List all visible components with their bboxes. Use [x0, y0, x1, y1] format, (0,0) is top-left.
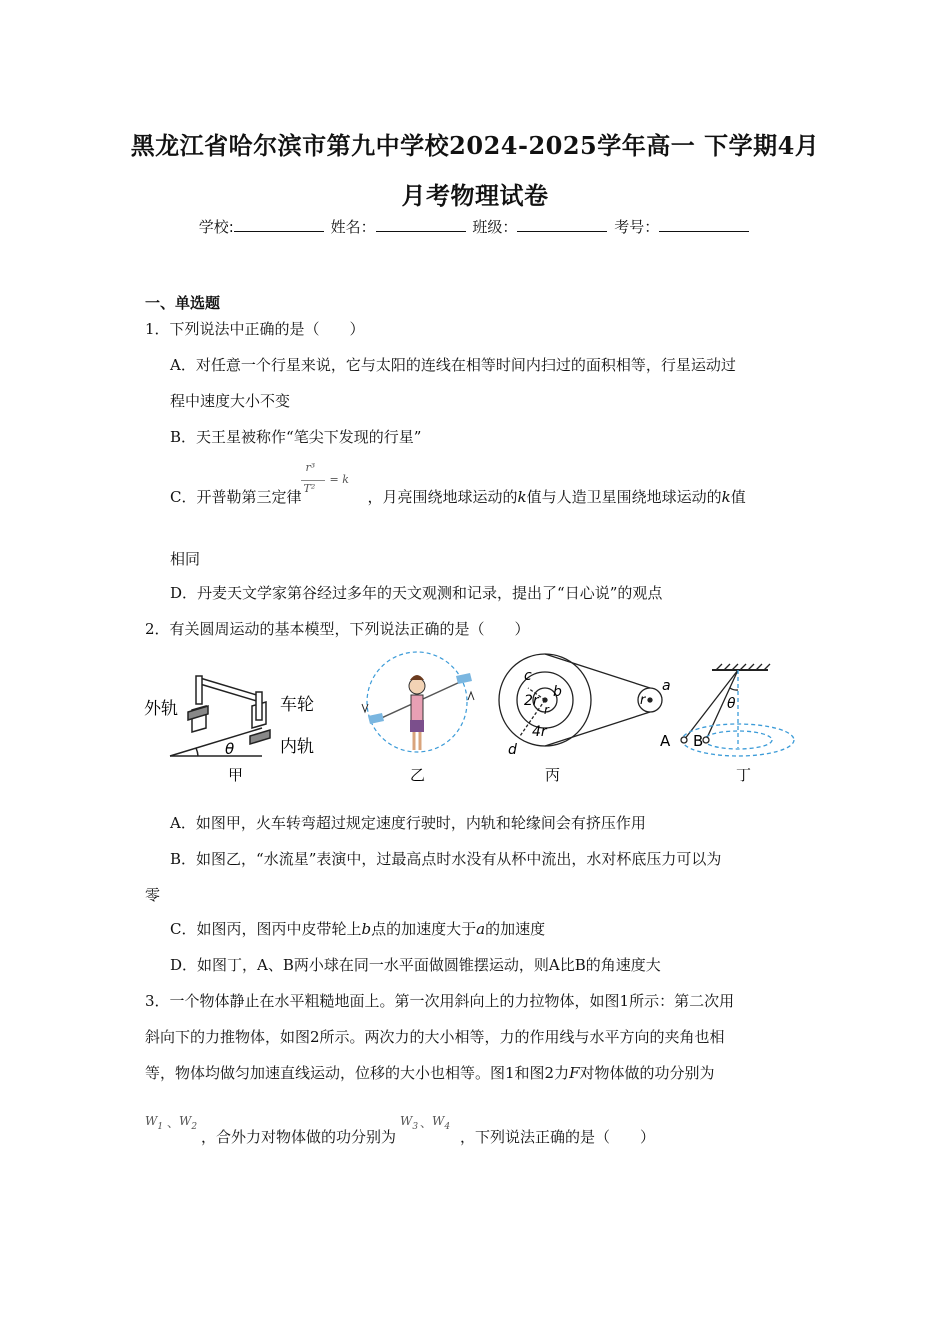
w1-w2-symbols — [145, 1114, 201, 1142]
circular-motion-figures — [140, 648, 820, 788]
label-theta-jia: θ — [225, 740, 235, 758]
label-2r: 2r — [524, 693, 539, 709]
q1-option-c — [170, 461, 746, 507]
section-heading: 一、单选题 — [145, 294, 221, 312]
k-symbol: k — [721, 488, 731, 506]
w-sep1: 、 — [167, 1116, 180, 1130]
caption-yi: 乙 — [410, 766, 426, 784]
class-blank — [517, 217, 607, 232]
label-B: B — [693, 732, 704, 750]
label-outer-rail: 外轨 — [144, 699, 178, 719]
q2-c-prefix: C．如图丙，图丙中皮带轮上 — [170, 920, 362, 938]
q1-c-mid: ，月亮围绕地球运动的 — [367, 488, 518, 506]
title-line-2: 月考物理试卷 — [401, 181, 549, 210]
school-blank — [234, 217, 324, 232]
formula-equals-k: = k — [329, 473, 349, 486]
q1-option-a-line1: A．对任意一个行星来说，它与太阳的连线在相等时间内扫过的面积相等，行星运动过 — [170, 356, 736, 374]
k-symbol: k — [517, 488, 527, 506]
label-a: a — [662, 678, 671, 694]
w4-sub: 4 — [444, 1122, 451, 1132]
q3-line-3 — [145, 1062, 715, 1083]
w4 — [432, 1114, 450, 1132]
q1-c-mid2: 值与人造卫星围绕地球运动的 — [526, 488, 722, 506]
w2-letter: W — [179, 1114, 192, 1128]
q1-option-d: D．丹麦天文学家第谷经过多年的天文观测和记录，提出了“日心说”的观点 — [170, 584, 663, 602]
label-4r: 4r — [532, 724, 547, 740]
q2-option-c — [170, 918, 545, 939]
kepler-formula — [301, 461, 367, 502]
number-label: 考号： — [614, 218, 660, 236]
q2-c-mid: 点的加速度大于 — [371, 920, 477, 938]
q2-option-a: A．如图甲，火车转弯超过规定速度行驶时，内轨和轮缘间会有挤压作用 — [170, 814, 646, 832]
figure-jia — [170, 676, 270, 756]
q1-option-c-line2: 相同 — [170, 550, 201, 568]
q1-option-a-line2: 程中速度大小不变 — [170, 392, 291, 410]
title-line-1: 黑龙江省哈尔滨市第九中学校2024-2025学年高一 下学期4月 — [130, 131, 820, 160]
w2-sub: 2 — [191, 1122, 198, 1132]
q3-l3-end: 对物体做的功分别为 — [579, 1064, 715, 1082]
caption-ding: 丁 — [736, 766, 752, 784]
q2-option-d: D．如图丁，A、B两小球在同一水平面做圆锥摆运动，则A比B的角速度大 — [170, 956, 661, 974]
label-A: A — [660, 732, 671, 750]
q3-l3-prefix: 等，物体均做匀加速直线运动，位移的大小也相等。图1和图2力 — [145, 1064, 570, 1082]
label-wheel: 车轮 — [280, 695, 314, 715]
q3-line-2: 斜向下的力推物体，如图2所示。两次力的大小相等，力的作用线与水平方向的夹角也相 — [145, 1028, 725, 1046]
caption-bing: 丙 — [545, 766, 561, 784]
figure-yi — [362, 652, 474, 752]
q1-option-b: B．天王星被称作“笔尖下发现的行星” — [170, 428, 422, 446]
name-blank — [376, 217, 466, 232]
w4-letter: W — [432, 1114, 445, 1128]
q3-l4-end: ，下列说法正确的是（ ） — [460, 1128, 656, 1146]
label-r-small: r — [640, 693, 646, 708]
q3-line-4 — [145, 1114, 656, 1147]
label-r-inner: r — [544, 703, 549, 717]
q3-l4-mid: ，合外力对物体做的功分别为 — [201, 1128, 397, 1146]
w3-w4-symbols — [396, 1114, 460, 1142]
label-theta-ding: θ — [727, 696, 736, 712]
label-inner-rail: 内轨 — [280, 737, 314, 757]
w1-letter: W — [145, 1114, 158, 1128]
label-b: b — [553, 684, 562, 700]
q2-c-end: 的加速度 — [485, 920, 546, 938]
class-label: 班级： — [472, 218, 518, 236]
w1-sub: 1 — [157, 1122, 164, 1132]
label-d: d — [508, 742, 517, 758]
force-symbol: F — [569, 1064, 580, 1082]
fraction-bar — [301, 480, 325, 481]
w3 — [400, 1114, 418, 1132]
w3-sub: 3 — [412, 1122, 419, 1132]
q1-stem: 1．下列说法中正确的是（ ） — [145, 320, 365, 338]
point-a-symbol: a — [476, 920, 486, 938]
school-label: 学校: — [198, 218, 234, 236]
formula-denominator: T² — [303, 482, 316, 495]
name-label: 姓名： — [330, 218, 376, 236]
label-c: c — [524, 668, 532, 684]
student-info-row — [0, 216, 950, 237]
q1-c-end: 值 — [730, 488, 746, 506]
w-sep2: 、 — [420, 1116, 433, 1130]
q1-c-prefix: C．开普勒第三定律 — [170, 488, 302, 506]
q3-line-1: 3．一个物体静止在水平粗糙地面上。第一次用斜向上的力拉物体，如图1所示：第二次用 — [145, 992, 735, 1010]
q2-option-b-line2: 零 — [145, 886, 161, 904]
q2-stem: 2．有关圆周运动的基本模型，下列说法正确的是（ ） — [145, 620, 530, 638]
w2 — [179, 1114, 197, 1132]
w1 — [145, 1114, 163, 1132]
q2-option-b-line1: B．如图乙，“水流星”表演中，过最高点时水没有从杯中流出，水对杯底压力可以为 — [170, 850, 722, 868]
w3-letter: W — [400, 1114, 413, 1128]
formula-numerator: r³ — [305, 461, 316, 474]
point-b-symbol: b — [361, 920, 372, 938]
caption-jia: 甲 — [228, 766, 244, 784]
number-blank — [659, 217, 749, 232]
